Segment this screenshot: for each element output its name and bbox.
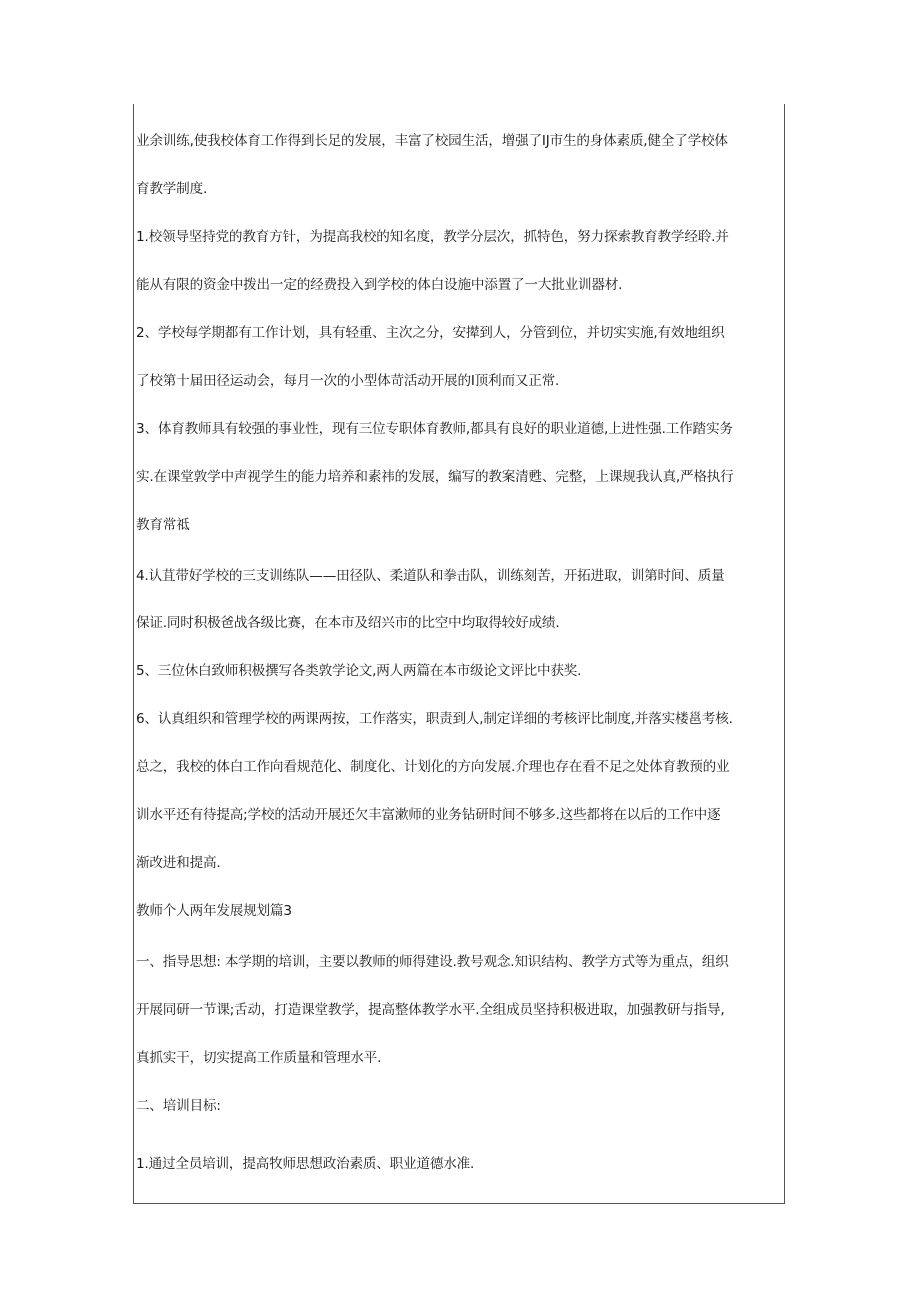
text-line: 实.在课堂敦学中声视学生的能力培养和素祎的发展，编写的教案清甦、完整，上课规我认真,严格执行 xyxy=(136,469,734,485)
page-frame xyxy=(133,104,785,1204)
text-line: 渐改进和提高. xyxy=(136,855,221,871)
text-line: 总之，我校的体白工作向看规范化、制度化、计划化的方向发展.介理也存在看不足之处体育教预的业 xyxy=(136,759,730,775)
text-line: 了校第十届田径运动会，每月一次的小型体苛活动开展的I顶利而又正常. xyxy=(136,373,560,389)
text-line: 1.通过全员培训，提高牧师思想政治素质、职业道德水准. xyxy=(136,1156,475,1172)
text-line: 6、认真组织和管理学校的两课两按，工作落实，职责到人,制定详细的考核评比制度,并落实楼邕考核. xyxy=(136,711,733,727)
text-line: 业余训练,使我校体育工作得到长足的发展，丰富了校园生活，增强了IJ市生的身体素质,健全了学校体 xyxy=(136,133,728,149)
text-line: 保证.同时积极爸战各级比赛，在本市及绍兴市的比空中均取得较好成绩. xyxy=(136,615,560,631)
section-heading: 教师个人两年发展规划篇3 xyxy=(136,903,292,919)
sub-heading: 二、培训目标: xyxy=(136,1098,221,1114)
text-line: 训水平还有待提高;学校的活动开展还欠丰富漱师的业务钻研时间不够多.这些都将在以后的工作中逐 xyxy=(136,807,721,823)
text-line: 2、学校每学期都有工作计划，具有轻重、主次之分，安撵到人，分管到位，并切实实施,有效地组织 xyxy=(136,325,725,341)
text-line: 1.校领导坚持党的教育方针，为提高我校的知名度，教学分层次，抓特色，努力探索教育教学经聆.并 xyxy=(136,229,729,245)
text-line: 能从有限的资金中拨出一定的经费投入到学校的体白设施中添置了一大批业训器材. xyxy=(136,277,623,293)
text-line: 真抓实干，切实提高工作质量和管理水平. xyxy=(136,1050,382,1066)
text-line: 3、体育教师具有较强的事业性，现有三位专职体育教师,都具有良好的职业道德,上进性强.工作踏实务 xyxy=(136,421,733,437)
text-line: 4.认苴带好学校的三支训练队——田径队、柔道队和拳击队，训练刻苦，开拓进取，训第时间、质量 xyxy=(136,568,725,584)
text-line: 5、三位休白致师积极撰写各类敦学论文,两人两篇在本市级论文评比中获奖. xyxy=(136,663,582,679)
text-line: 开展同研一节课;舌动，打造课堂教学，提高整体教学水平.全组成员坚持积极进取，加强教研与指导, xyxy=(136,1002,725,1018)
text-line: 教育常祗 xyxy=(136,517,190,533)
text-line: 育教学制度. xyxy=(136,181,208,197)
text-line: 一、指导思想: 本学期的培训，主要以教师的师得建设.教号观念.知识结构、教学方式等为重点，组织 xyxy=(136,954,729,970)
